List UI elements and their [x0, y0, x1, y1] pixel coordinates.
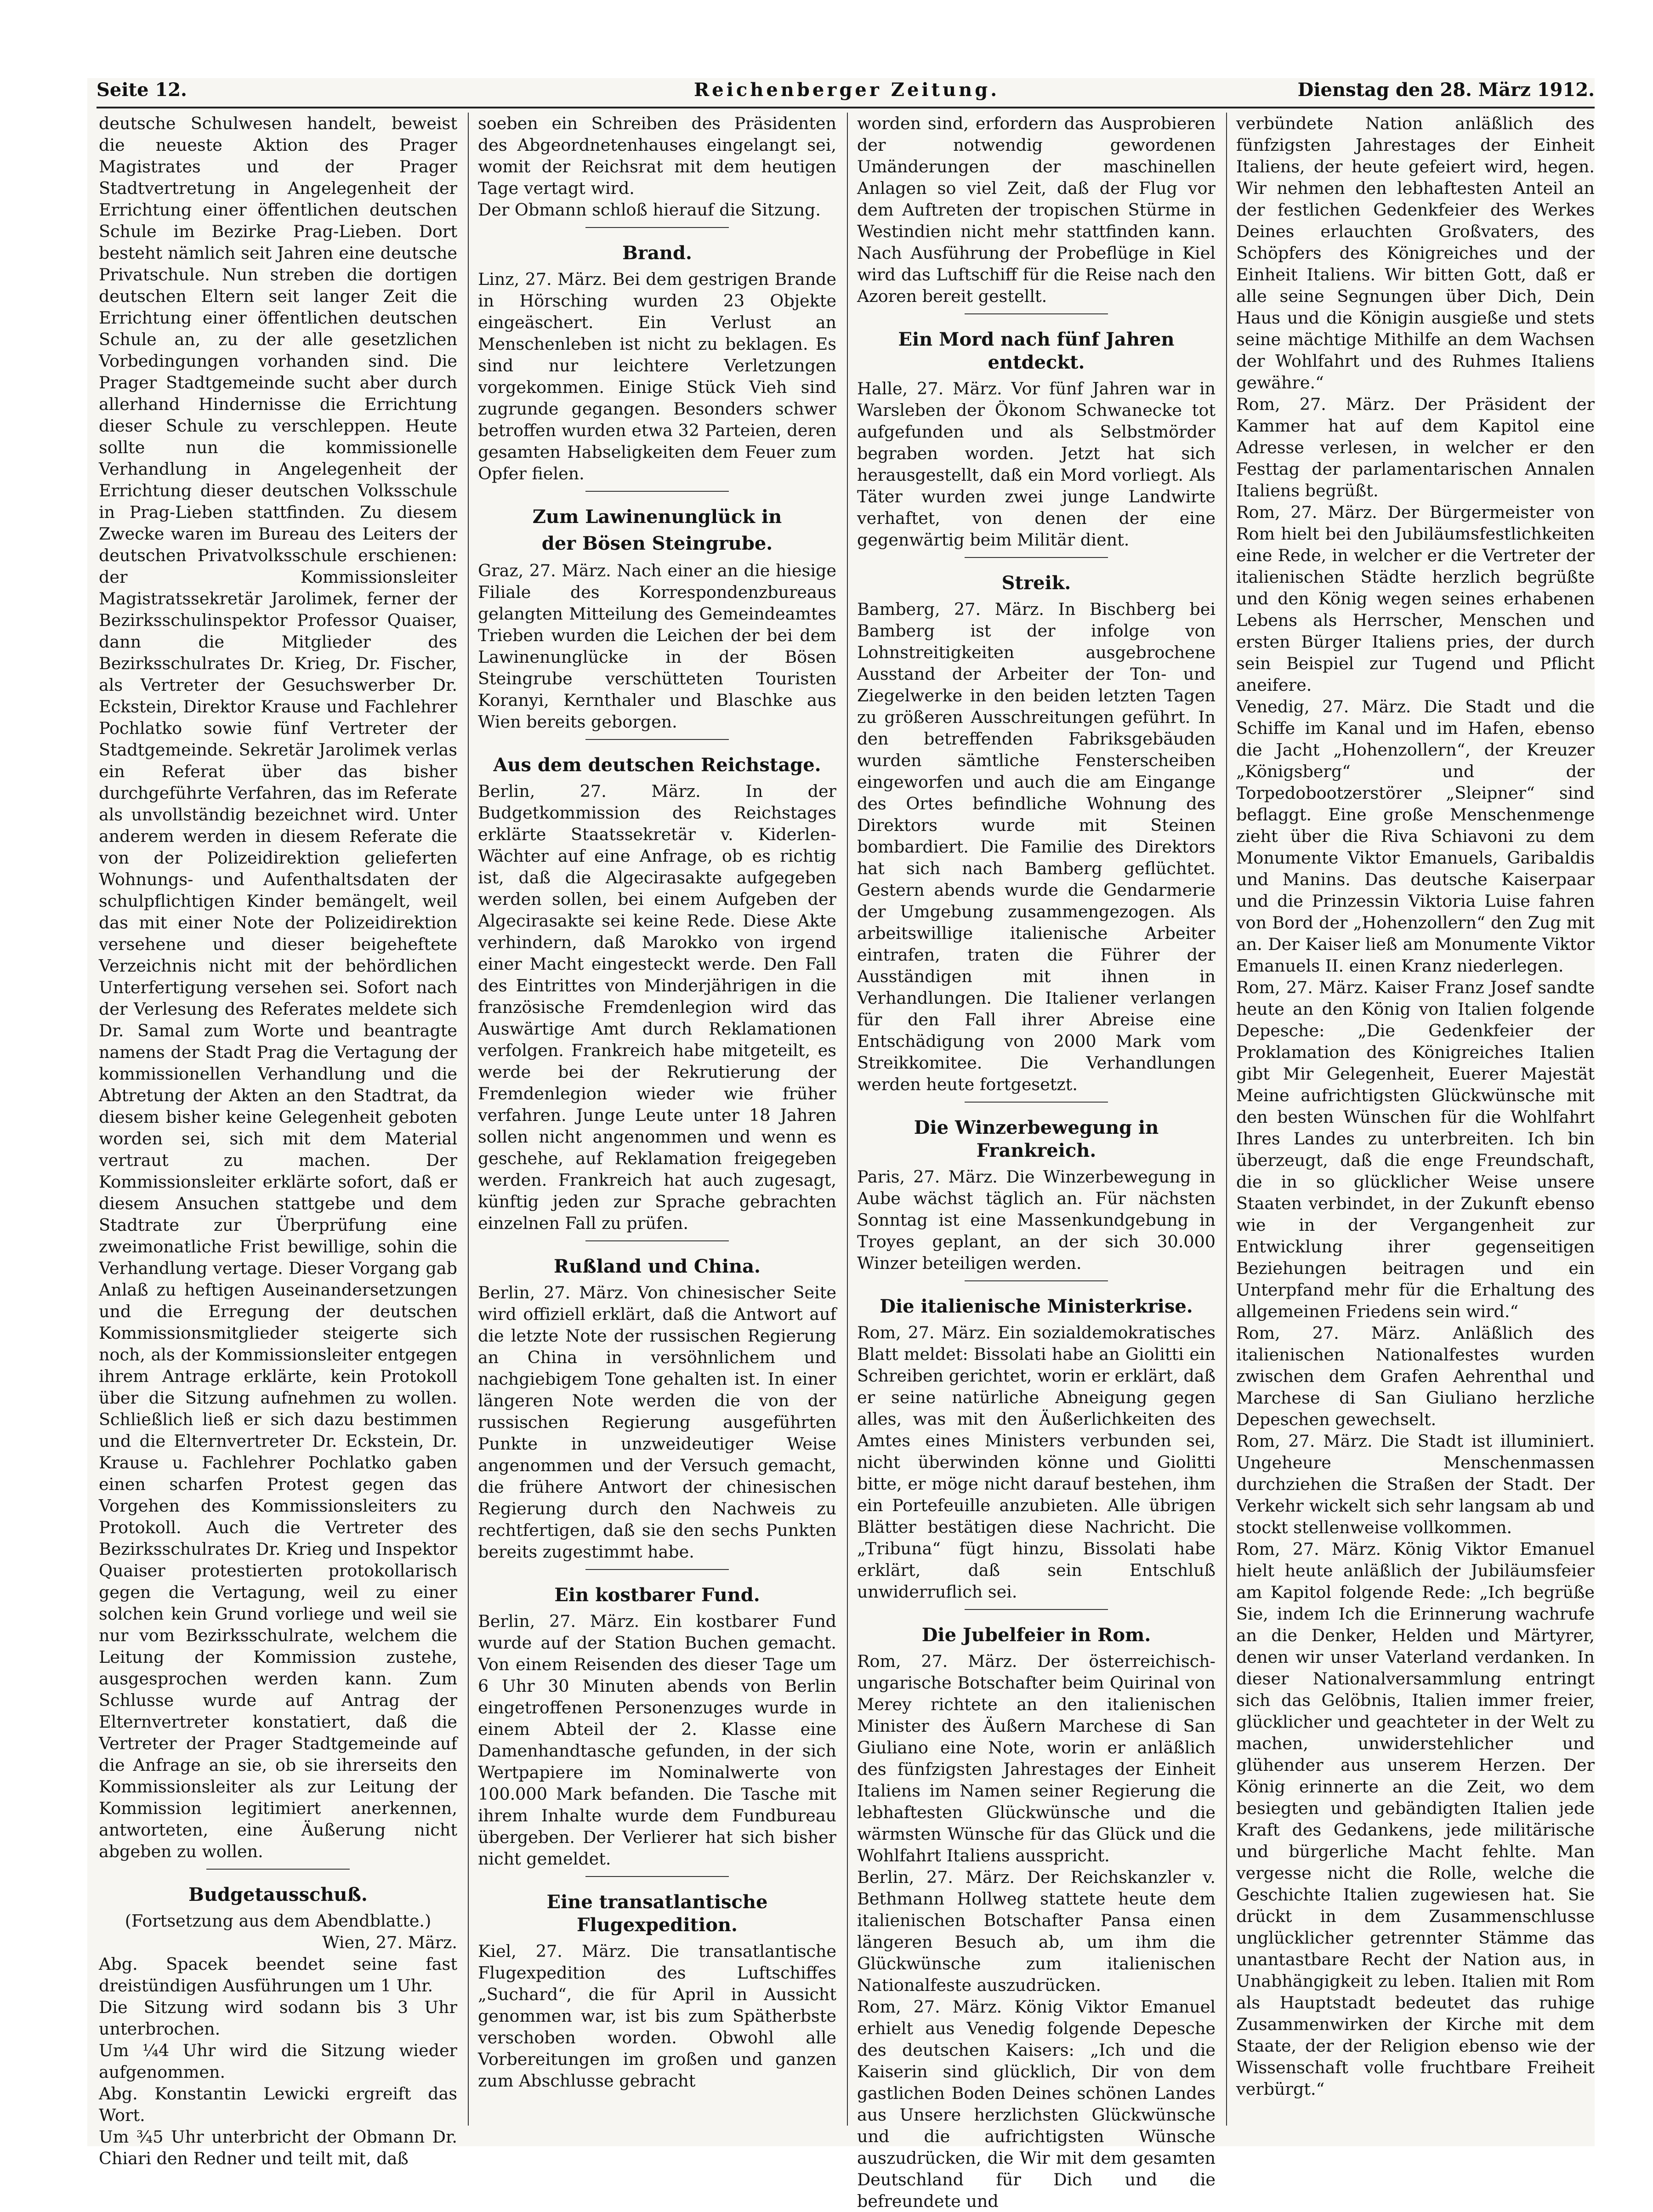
article-separator	[585, 1876, 729, 1877]
budget-paragraph: Abg. Konstantin Lewicki ergreift das Wort.	[99, 2084, 457, 2125]
jubelfeier-continued: verbündete Nation anläßlich des fünfzigsten Jahrestages der Einheit Italiens, der heute gefeiert wird, hegen. Wir nehmen den lebhaftesten Anteil an der festlichen Gedenkfeier des Werkes Deines erlauchten Großvaters, des Schöpfers des Königreiches und der Einheit Italiens. Wir bitten Gott, daß er alle seine Segnungen über Dich, Dein Haus und die Königin ausgieße und stets seine mächtige Mithilfe an dem Wachsen der Wohlfahrt und des Ruhmes Italiens gewähre.“	[1236, 114, 1595, 392]
budget-dateline: Wien, 27. März.	[322, 1933, 457, 1952]
article-separator	[965, 313, 1108, 314]
budget-paragraph: Um ¾5 Uhr unterbricht der Obmann Dr. Chiari den Redner und teilt mit, daß	[99, 2127, 457, 2168]
article-china: Berlin, 27. März. Von chinesischer Seite wird offiziell erklärt, daß die Antwort auf die letzte Note der russischen Regierung an China in versöhnlichem und nachgiebigem Tone gehalten ist. In einer längeren Note werden die von der russischen Regierung ausgeführten Punkte in unzweideutiger Weise angenommen und der Versuch gemacht, die frühere Antwort der chinesischen Regierung durch den Nachweis zu rechtfertigen, daß sie den sechs Punkten bereits zugestimmt habe.	[478, 1283, 836, 1562]
article-separator	[965, 1102, 1108, 1103]
jubelfeier-paragraph: Rom, 27. März. Die Stadt ist illuminiert. Ungeheure Menschenmassen durchziehen die Straßen der Stadt. Der Verkehr wickelt sich sehr langsam ab und stockt stellenweise vollkommen.	[1236, 1431, 1595, 1537]
article-lawine: Graz, 27. März. Nach einer an die hiesige Filiale des Korrespondenzbureaus gelangten Mitteilung des Gemeindeamtes Trieben wurden die Leichen der bei dem Lawinenunglücke in der Bösen Steingrube verschütteten Touristen Koranyi, Kernthaler und Blaschke aus Wien bereits geborgen.	[478, 561, 836, 732]
article-separator	[965, 1609, 1108, 1610]
jubelfeier-paragraph: Rom, 27. März. König Viktor Emanuel hielt heute anläßlich der Jubiläumsfeier am Kapitol folgende Rede: „Ich begrüße Sie, indem Ich die Erinnerung wachrufe an die Denker, Helden und Märtyrer, denen wir unser Vaterland verdanken. In dieser Nationalversammlung entringt sich das Gelöbnis, Italien immer freier, glücklicher und geachteter in der Welt zu machen, unwiderstehlicher und glühender aus unserem Herzen. Der König erinnerte an die Zeit, wo dem besiegten und gebändigten Italien jede Kraft des Gedankens, jede militärische und bürgerliche Macht fehlte. Man vergesse nicht die Rolle, welche die Geschichte Italien zugewiesen hat. Sie drückt in dem Zusammenschlusse unglücklicher getrennter Stämme das unantastbare Recht der Nation aus, in Unabhängigkeit zu leben. Italien mit Rom als Hauptstadt bedeutet das ruhige Zusammenwirken der Kirche mit dem Staate, der der Religion ebenso wie der Wissenschaft volle fruchtbare Freiheit verbürgt.“	[1236, 1539, 1595, 2099]
article-ministerkrise: Rom, 27. März. Ein sozialdemokratisches Blatt meldet: Bissolati habe an Giolitti ein Schreiben gerichtet, worin er erklärt, daß er seine natürliche Abneigung gegen alles, was mit den Äußerlichkeiten des Amtes eines Ministers verbunden sei, nicht überwinden könne und Giolitti bitte, er möge nicht darauf bestehen, ihm ein Portefeuille anzubieten. Alle übrigen Blätter bestätigen diese Nachricht. Die „Tribuna“ fügt hinzu, Bissolati habe erklärt, daß sein Entschluß unwiderruflich sei.	[857, 1323, 1216, 1602]
budget-closing: Der Obmann schloß hierauf die Sitzung.	[478, 200, 821, 220]
article-separator	[585, 491, 729, 492]
column-divider	[1226, 113, 1227, 2126]
heading-mord: Ein Mord nach fünf Jahren entdeckt.	[898, 329, 1175, 373]
page-number: Seite 12.	[97, 79, 187, 101]
article-flug: Kiel, 27. März. Die transatlantische Flugexpedition des Luftschiffes „Suchard“, die für April in Aussicht genommen war, ist bis zum Spätherbste verschoben worden. Obwohl alle Vorbereitungen im großen und ganzen zum Abschlusse gebracht	[478, 1941, 836, 2091]
article-jubelfeier: Berlin, 27. März. Der Reichskanzler v. Bethmann Hollweg stattete heute dem italienischen Botschafter Pansa einen längeren Besuch ab, um ihm die Glückwünsche zum italienischen Nationalfeste auszudrücken.	[857, 1867, 1216, 1995]
heading-flug: Eine transatlantische Flugexpedition.	[546, 1891, 768, 1936]
heading-china: Rußland und China.	[554, 1256, 761, 1277]
jubelfeier-paragraph: Venedig, 27. März. Die Stadt und die Schiffe im Kanal und im Hafen, ebenso die Jacht „Hohenzollern“, der Kreuzer „Königsberg“ und der Torpedobootzerstörer „Sleipner“ sind beflaggt. Eine große Menschenmenge zieht über die Riva Schiavoni zu dem Monumente Viktor Emanuels, Garibaldis und Manins. Das deutsche Kaiserpaar und die Prinzessin Viktoria Luise fahren von Bord der „Hohenzollern“ den Zug mit an. Der Kaiser ließ am Monumente Viktor Emanuels II. einen Kranz niederlegen.	[1236, 697, 1595, 976]
article-flug-continued: worden sind, erfordern das Ausprobieren der notwendig gewordenen Umänderungen der maschinellen Anlagen so viel Zeit, daß der Flug vor dem Auftreten der tropischen Stürme in Westindien nicht mehr stattfinden kann. Nach Ausführung der Probeflüge in Kiel wird das Luftschiff für die Reise nach den Azoren bereit gestellt.	[857, 114, 1216, 306]
article-separator	[965, 557, 1108, 558]
heading-fund: Ein kostbarer Fund.	[554, 1584, 760, 1606]
article-streik: Bamberg, 27. März. In Bischberg bei Bamberg ist der infolge von Lohnstreitigkeiten ausgebrochene Ausstand der Arbeiter der Ton- und Ziegelwerke in den beiden letzten Tagen zu größeren Ausschreitungen geführt. In den betreffenden Fabriksgebäuden wurden sämtliche Fensterscheiben eingeworfen und auch die am Eingange des Ortes befindliche Wohnung des Direktors wurde mit Steinen bombardiert. Die Familie des Direktors hat sich nach Bamberg geflüchtet. Gestern abends wurde die Gendarmerie der Umgebung zusammengezogen. Als arbeitswillige italienische Arbeiter eintrafen, traten die Führer der Ausständigen mit ihnen in Verhandlungen. Die Italiener verlangen für den Fall ihrer Abreise eine Entschädigung von 2000 Mark vom Streikkomitee. Die Verhandlungen werden heute fortgesetzt.	[857, 599, 1216, 1094]
jubelfeier-paragraph: Rom, 27. März. Der Bürgermeister von Rom hielt bei den Jubiläumsfestlichkeiten eine Rede, in welcher er die Vertreter der italienischen Städte herzlich begrüßte und den König wegen seines erhabenen Lebens als Herrscher, Menschen und ersten Bürger Italiens pries, der durch sein Beispiel zur Tugend und Pflicht aneifere.	[1236, 502, 1595, 695]
column-2	[478, 113, 836, 2126]
article-reichstag: Berlin, 27. März. In der Budgetkommission des Reichstages erklärte Staatssekretär v. Kiderlen-Wächter auf eine Anfrage, ob es richtig ist, daß die Algecirasakte aufgegeben werden sollen, bei einem Aufgeben der Algecirasakte sei keine Rede. Diese Akte verhindern, daß Marokko von irgend einer Macht eingesteckt werde. Den Fall des Eintrittes von Minderjährigen in die französische Fremdenlegion wird das Auswärtige Amt durch Reklamationen verfolgen. Frankreich habe mitgeteilt, es werde bei der Rekrutierung der Fremdenlegion wieder wie früher verfahren. Junge Leute unter 18 Jahren sollen nicht angenommen und wenn es geschehe, auf Reklamation freigegeben werden. Frankreich hat auch zugesagt, künftig jeden zur Sprache gebrachten einzelnen Fall zu prüfen.	[478, 781, 836, 1233]
article-separator	[206, 1869, 350, 1870]
budget-paragraph: Die Sitzung wird sodann bis 3 Uhr unterbrochen.	[99, 1997, 457, 2039]
column-divider	[847, 113, 848, 2126]
heading-winzer: Die Winzerbewegung in Frankreich.	[914, 1117, 1159, 1161]
budget-continuation: soeben ein Schreiben des Präsidenten des Abgeordnetenhauses eingelangt sei, womit der Reichsrat mit dem heutigen Tage vertagt wird.	[478, 114, 836, 198]
heading-ministerkrise: Die italienische Ministerkrise.	[880, 1296, 1193, 1317]
article-jubelfeier: Rom, 27. März. König Viktor Emanuel erhielt aus Venedig folgende Depesche des deutschen Kaisers: „Ich und die Kaiserin sind glücklich, Dir von dem gastlichen Boden Deines schönen Landes aus Unsere herzlichsten Glückwünsche und die aufrichtigsten Wünsche auszudrücken, die Wir mit dem gesamten Deutschland für Dich und die befreundete und	[857, 1997, 1216, 2211]
article-separator	[585, 739, 729, 740]
column-3	[857, 113, 1216, 2211]
article-separator	[585, 1240, 729, 1241]
heading-budgetausschuss: Budgetausschuß.	[188, 1884, 368, 1905]
article-prag-lieben: deutsche Schulwesen handelt, beweist die neueste Aktion des Prager Magistrates und der Prager Stadtvertretung in Angelegenheit der Errichtung einer öffentlichen deutschen Schule im Bezirke Prag-Lieben. Dort besteht nämlich seit Jahren eine deutsche Privatschule. Nun streben die dortigen deutschen Eltern seit langer Zeit die Errichtung einer öffentlichen deutschen Schule an, zu der alle gesetzlichen Vorbedingungen vorhanden sind. Die Prager Stadtgemeinde sucht aber durch allerhand Hindernisse die Errichtung dieser Schule zu verschleppen. Heute sollte nun die kommissionelle Verhandlung in Angelegenheit der Errichtung dieser deutschen Volksschule in Prag-Lieben stattfinden. Zu diesem Zwecke waren im Bureau des Leiters der deutschen Privatvolksschule erschienen: der Kommissionsleiter Magistratssekretär Jarolimek, ferner der Bezirksschulinspektor Professor Quaiser, dann die Mitglieder des Bezirksschulrates Dr. Krieg, Dr. Fischer, als Vertreter der Gesuchswerber Dr. Eckstein, Direktor Krause und Fachlehrer Pochlatko sowie fünf Vertreter der Stadtgemeinde. Sekretär Jarolimek verlas ein Referat über das bisher durchgeführte Verfahren, das im Referate als unvollständig bezeichnet wird. Unter anderem werden in diesem Referate die von der Polizeidirektion gelieferten Wohnungs- und Aufenthaltsdaten der schulpflichtigen Kinder bemängelt, weil das mit einer Note der Polizeidirektion versehene und dieser beigeheftete Verzeichnis nicht mit der behördlichen Unterfertigung versehen sei. Sofort nach der Verlesung des Referates meldete sich Dr. Samal zum Worte und beantragte namens der Stadt Prag die Vertagung der kommissionellen Verhandlung und die Abtretung der Akten an den Stadtrat, da diesem bisher keine Gelegenheit geboten worden sei, sich mit dem Material vertraut zu machen. Der Kommissionsleiter erklärte sofort, daß er diesem Ansuchen stattgebe und dem Stadtrate zur Überprüfung eine zweimonatliche Frist bewillige, sohin die Verhandlung vertage. Dieser Vorgang gab Anlaß zu heftigen Auseinandersetzungen und die Erregung der deutschen Kommissionsmitglieder steigerte sich noch, als der Kommissionsleiter entgegen ihrem Antrage erklärte, kein Protokoll über die Sitzung aufnehmen zu wollen. Schließlich ließ er sich dazu bestimmen und die Elternvertreter Dr. Eckstein, Dr. Krause u. Fachlehrer Pochlatko gaben einen scharfen Protest gegen das Vorgehen des Kommissionsleiters zu Protokoll. Auch die Vertreter des Bezirksschulrates Dr. Krieg und Inspektor Quaiser protestierten protokollarisch gegen die Vertagung, weil zu einer solchen kein Grund vorliege und weil sie nur vom Bezirksschulrate, welchem die Leitung der Kommission zustehe, ausgesprochen werden kann. Zum Schlusse wurde auf Antrag der Elternvertreter konstatiert, daß die Vertreter der Prager Stadtgemeinde auf die Anfrage an sie, ob sie ihrerseits den Kommissionsleiter als zur Leitung der Kommission legitimiert anerkennen, antworteten, eine Äußerung nicht abgeben zu wollen.	[99, 114, 457, 1861]
budget-note: (Fortsetzung aus dem Abendblatte.)	[125, 1911, 432, 1931]
article-jubelfeier: Rom, 27. März. Der österreichisch-ungarische Botschafter beim Quirinal von Merey richtete an den italienischen Minister des Äußern Marchese di San Giuliano eine Note, worin er anläßlich des fünfzigsten Jahrestages der Einheit Italiens im Namen seiner Regierung die lebhaftesten Glückwünsche und die wärmsten Wünsche für das Glück und die Wohlfahrt Italiens ausspricht.	[857, 1651, 1216, 1865]
column-4	[1236, 113, 1595, 2126]
jubelfeier-paragraph: Rom, 27. März. Der Präsident der Kammer hat auf dem Kapitol eine Adresse verlesen, in welcher er den Festtag der parlamentarischen Annalen Italiens begrüßt.	[1236, 394, 1595, 500]
article-fund: Berlin, 27. März. Ein kostbarer Fund wurde auf der Station Buchen gemacht. Von einem Reisenden des dieser Tage um 6 Uhr 30 Minuten abends von Berlin eingetroffenen Personenzuges wurde in einem Abteil der 2. Klasse eine Damenhandtasche gefunden, in der sich Wertpapiere im Nominalwerte von 100.000 Mark befanden. Die Tasche mit ihrem Inhalte wurde dem Fundbureau übergeben. Der Verlierer hat sich bisher nicht gemeldet.	[478, 1611, 836, 1869]
issue-date: Dienstag den 28. März 1912.	[1297, 79, 1595, 101]
jubelfeier-paragraph: Rom, 27. März. Anläßlich des italienischen Nationalfestes wurden zwischen dem Grafen Aehrenthal und Marchese di San Giuliano herzliche Depeschen gewechselt.	[1236, 1323, 1595, 1429]
article-separator	[965, 1280, 1108, 1281]
page-header	[97, 79, 1595, 107]
heading-reichstag: Aus dem deutschen Reichstage.	[493, 754, 821, 776]
article-mord: Halle, 27. März. Vor fünf Jahren war in Warsleben der Ökonom Schwanecke tot aufgefunden und als Selbstmörder begraben worden. Jetzt hat sich herausgestellt, daß ein Mord vorliegt. Als Täter wurden zwei junge Landwirte verhaftet, von denen der eine gegenwärtig beim Militär dient.	[857, 379, 1216, 550]
column-divider	[468, 113, 469, 2126]
heading-brand: Brand.	[622, 242, 692, 264]
article-brand: Linz, 27. März. Bei dem gestrigen Brande in Hörsching wurden 23 Objekte eingeäschert. Ein Verlust an Menschenleben ist nicht zu beklagen. Es sind nur leichtere Verletzungen vorgekommen. Einige Stück Vieh sind zugrunde gegangen. Besonders schwer betroffen wurden etwa 32 Parteien, deren gesamten Habseligkeiten dem Feuer zum Opfer fielen.	[478, 269, 836, 483]
heading-lawine-sub: der Bösen Steingrube.	[541, 533, 773, 554]
heading-jubelfeier: Die Jubelfeier in Rom.	[921, 1624, 1151, 1646]
heading-lawine: Zum Lawinenunglück in	[532, 506, 782, 528]
article-separator	[585, 227, 729, 228]
article-separator	[585, 1569, 729, 1570]
heading-streik: Streik.	[1001, 572, 1071, 594]
jubelfeier-paragraph: Rom, 27. März. Kaiser Franz Josef sandte heute an den König von Italien folgende Depesche: „Die Gedenkfeier der Proklamation des Königreiches Italien gibt Mir Gelegenheit, Euerer Majestät Meine aufrichtigsten Glückwünsche mit den besten Wünschen für die Wohlfahrt Ihres Landes zu unterbreiten. Ich bin überzeugt, daß die enge Freundschaft, die in so glücklicher Weise unsere Staaten verbindet, in der Zukunft ebenso wie in der Vergangenheit zur Entwicklung ihrer gegenseitigen Beziehungen beitragen und ein Unterpfand mehr für die Erhaltung des allgemeinen Friedens sein wird.“	[1236, 978, 1595, 1321]
budget-paragraph: Um ¼4 Uhr wird die Sitzung wieder aufgenommen.	[99, 2041, 457, 2082]
masthead: Reichenberger Zeitung.	[694, 79, 1000, 101]
budget-paragraph: Abg. Spacek beendet seine fast dreistündigen Ausführungen um 1 Uhr.	[99, 1954, 457, 1996]
column-1	[99, 113, 457, 2168]
header-rule	[97, 107, 1595, 108]
article-winzer: Paris, 27. März. Die Winzerbewegung in Aube wächst täglich an. Für nächsten Sonntag ist eine Massenkundgebung in Troyes geplant, an der sich 30.000 Winzer beteiligen werden.	[857, 1167, 1216, 1273]
